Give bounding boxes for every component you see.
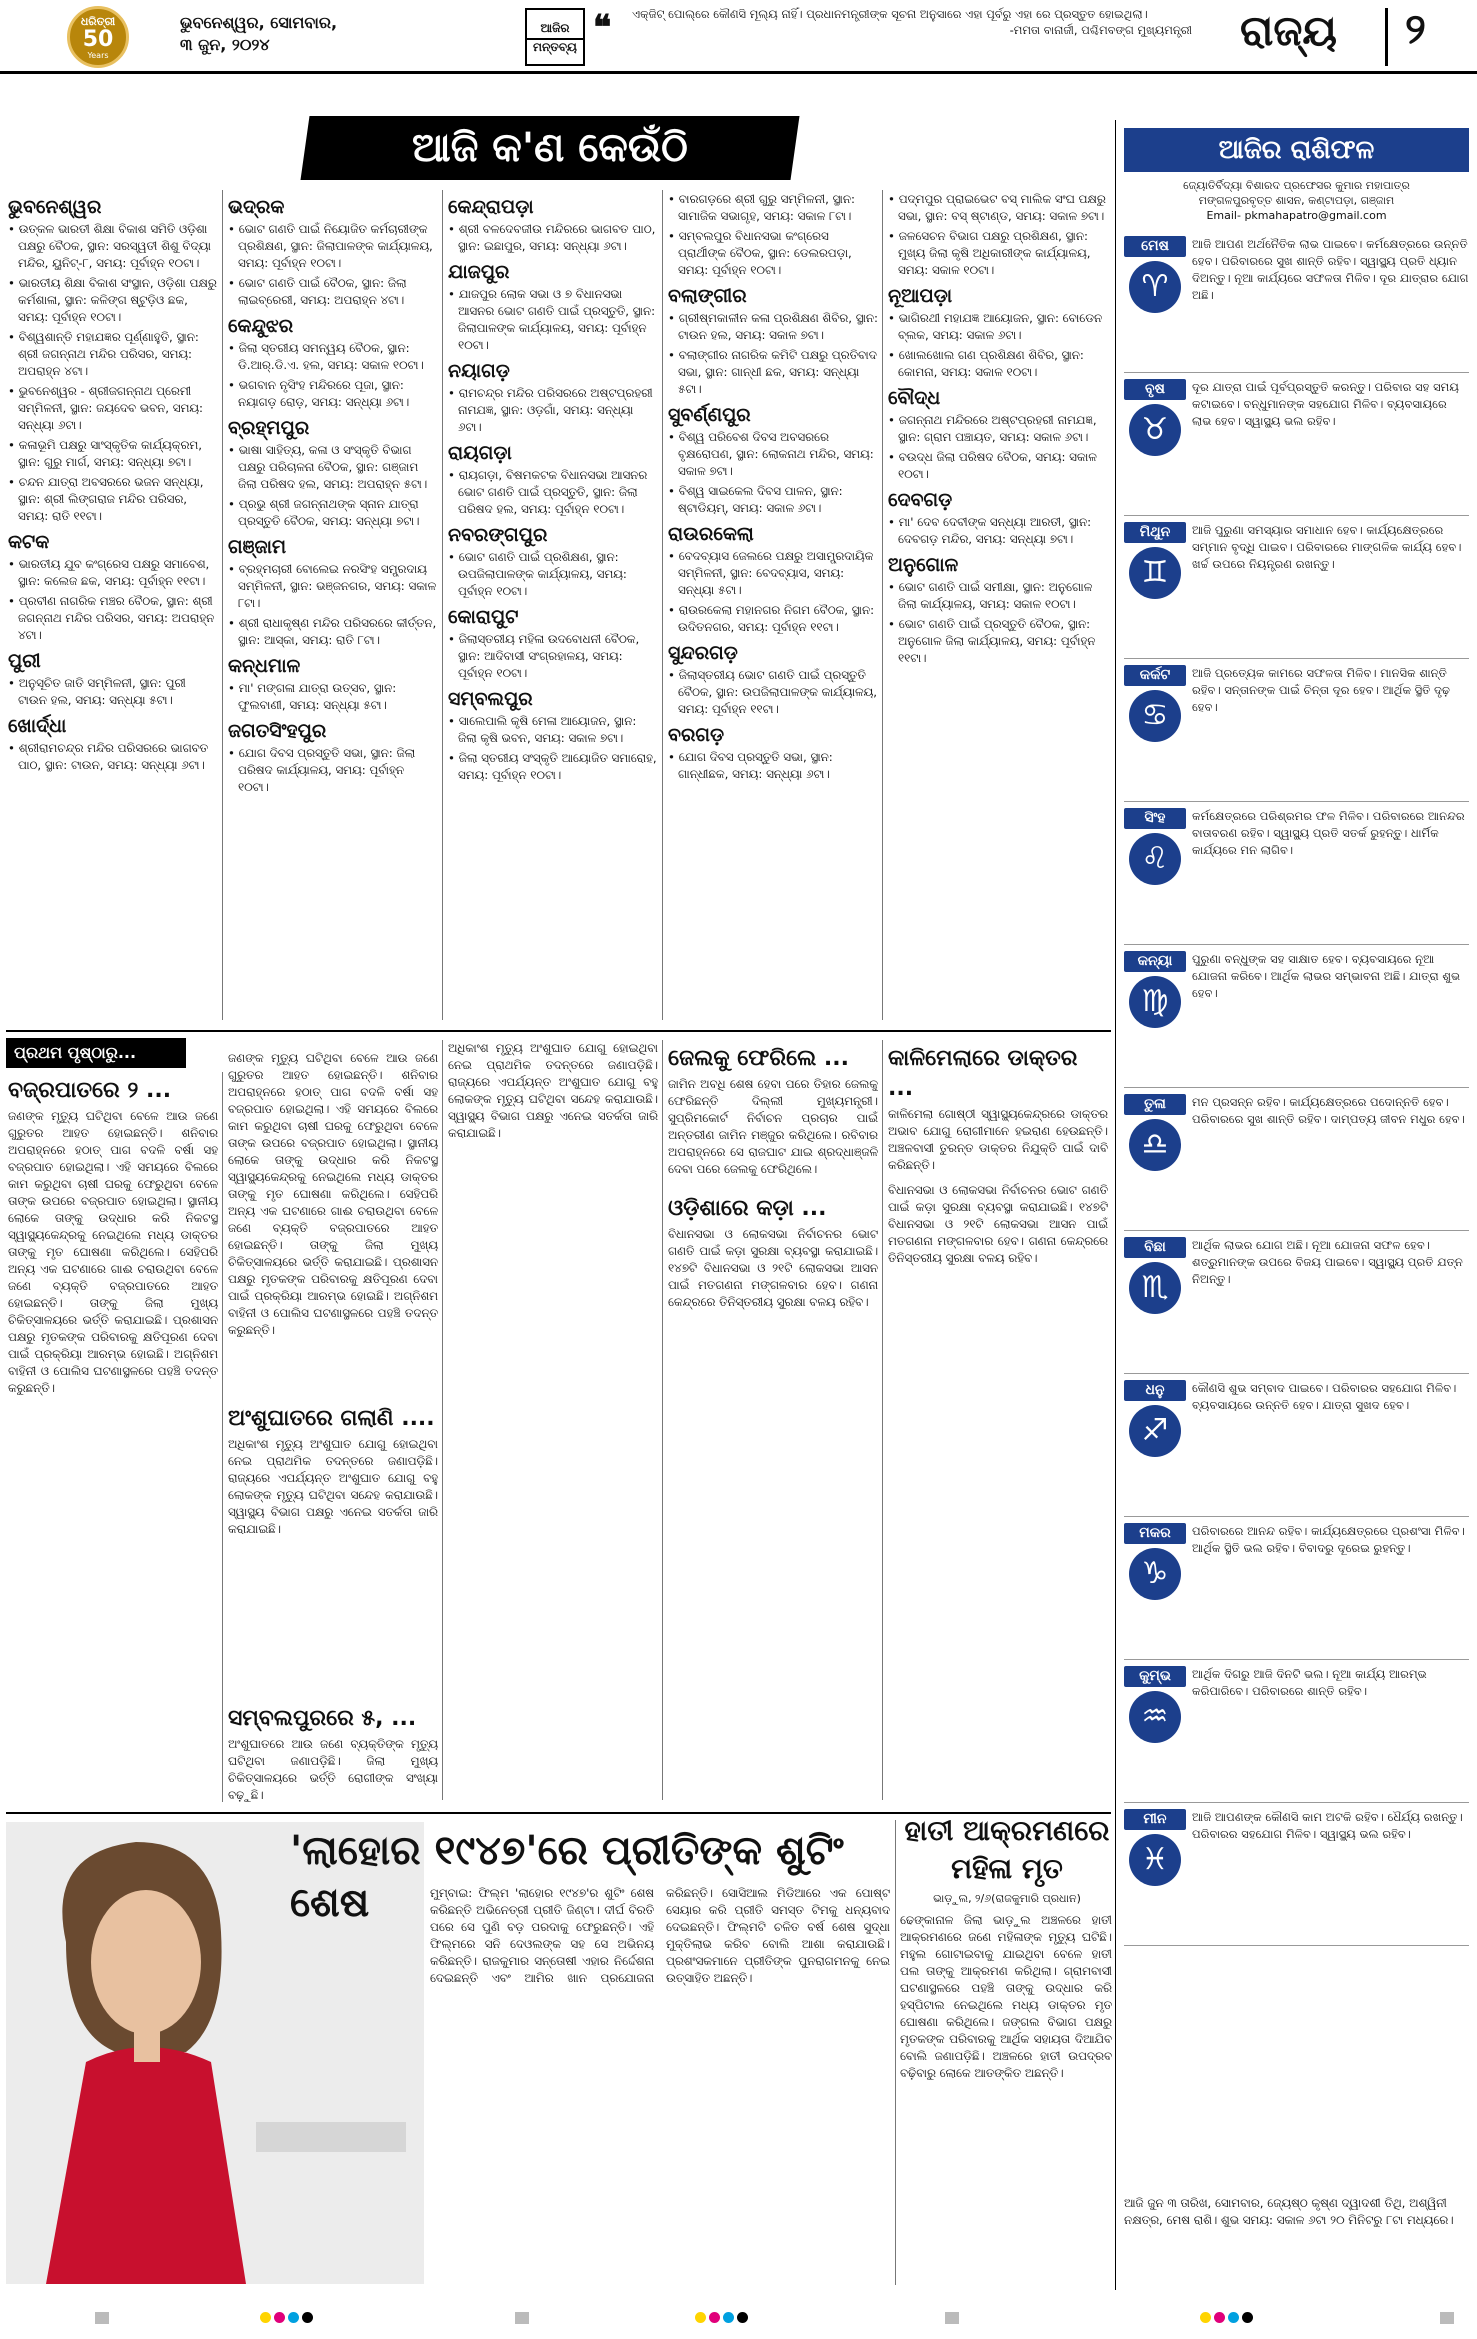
event-item: • ବିଶ୍ୱ ସାଇକେଲ ଦିବସ ପାଳନ, ସ୍ଥାନ: ଷ୍ଟାଡିୟମ୍, ସମୟ: ସକାଳ ୬ଟା। [668,483,878,517]
zodiac-icon: ♍ [1129,976,1181,1028]
event-city-heading: ରାୟଗଡ଼ା [448,442,512,464]
rashi-text: ଆର୍ଥିକ ଲାଭର ଯୋଗ ଅଛି। ନୂଆ ଯୋଜନା ସଫଳ ହେବ। ଶତ୍ରୁମାନଙ୍କ ଉପରେ ବିଜୟ ପାଇବେ। ସ୍ୱାସ୍ଥ୍ୟ ପ୍ରତି ଯତ୍ନ ନିଅନ୍ତୁ। [1192,1238,1463,1286]
black-dot-icon [1242,2312,1253,2323]
event-item: • ବିଶ୍ୱ ପରିବେଶ ଦିବସ ଅବସରରେ ବୃକ୍ଷରୋପଣ, ସ୍ଥାନ: ଲୋକନାଥ ମନ୍ଦିର, ସମୟ: ସକାଳ ୭ଟା। [668,429,878,480]
event-city-heading: ନବରଙ୍ଗପୁର [448,524,548,546]
elephant-dateline: ଭାଡ଼ୁଲ, ୨/୬(ରାଜକୁମାରି ପ୍ରଧାନ) [933,1892,1081,1905]
rashi-sign [1124,665,1186,742]
event-item: • ଜିଲା ସ୍ତରୀୟ ସମନ୍ୱୟ ବୈଠକ, ସ୍ଥାନ: ଡି.ଆର୍.ଡି.ଏ. ହଲ, ସମୟ: ସକାଳ ୧୦ଟା। [228,340,438,374]
events-column-4 [668,190,878,1025]
story-bajrapat: ବଜ୍ରପାତରେ ୨ ... ଜଣଙ୍କ ମୃତ୍ୟୁ ଘଟିଥିବା ବେଳେ ଆଉ ଜଣେ ଗୁରୁତର ଆହତ ହୋଇଛନ୍ତି। ଶନିବାର ଅପରାହ୍ନରେ ହଠାତ୍ ପାଗ ବଦଳି ବର୍ଷା ସହ ବଜ୍ରପାତ ହୋଇଥିଲା। ଏହି ସମୟରେ ବିଲରେ କାମ କରୁଥିବା ଚାଷୀ ଘରକୁ ଫେରୁଥିବା ବେଳେ ତାଙ୍କ ଉପରେ ବଜ୍ରପାତ ହୋଇଥିଲା। ସ୍ଥାନୀୟ ଲୋକେ ତାଙ୍କୁ ଉଦ୍ଧାର କରି ନିକଟସ୍ଥ ସ୍ୱାସ୍ଥ୍ୟକେନ୍ଦ୍ରକୁ ନେଇଥିଲେ ମଧ୍ୟ ଡାକ୍ତର ତାଙ୍କୁ ମୃତ ଘୋଷଣା କରିଥିଲେ। ସେହିପରି ଅନ୍ୟ ଏକ ଘଟଣାରେ ଗାଈ ଚରାଉଥିବା ବେଳେ ଜଣେ ବ୍ୟକ୍ତି ବଜ୍ରପାତରେ ଆହତ ହୋଇଛନ୍ତି। ତାଙ୍କୁ ଜିଲା ମୁଖ୍ୟ ଚିକିତ୍ସାଳୟରେ ଭର୍ତ୍ତି କରାଯାଇଛି। ପ୍ରଶାସନ ପକ୍ଷରୁ ମୃତକଙ୍କ ପରିବାରକୁ କ୍ଷତିପୂରଣ ଦେବା ପାଇଁ ପ୍ରକ୍ରିୟା ଆରମ୍ଭ ହୋଇଛି। ଅଗ୍ନିଶମ ବାହିନୀ ଓ ପୋଲିସ ଘଟଣାସ୍ଥଳରେ ପହଞ୍ଚି ତଦନ୍ତ କରୁଛନ୍ତି। [8,1078,218,1395]
zodiac-icon: ♊ [1129,547,1181,599]
rashi-text: ଆଜି ଆପଣଙ୍କ କୌଣସି କାମ ଅଟକି ରହିବ। ଧୈର୍ଯ୍ୟ ରଖନ୍ତୁ। ପରିବାରର ସହଯୋଗ ମିଳିବ। ସ୍ୱାସ୍ଥ୍ୟ ଭଲ ରହିବ। [1192,1810,1463,1841]
registration-bar [95,2312,109,2324]
rashi-entry [1124,1088,1469,1231]
event-item: • ରାମଚନ୍ଦ୍ର ମନ୍ଦିର ପରିସରରେ ଅଷ୍ଟପ୍ରହରୀ ନାମଯଜ୍ଞ, ସ୍ଥାନ: ଓଡ଼ଗାଁ, ସମୟ: ସନ୍ଧ୍ୟା ୬ଟା। [448,385,658,436]
event-city-heading: ଜଗତସିଂହପୁର [228,720,327,742]
rashi-entry [1124,516,1469,659]
rashi-entry [1124,373,1469,516]
event-item: • ପଦ୍ମପୁର ପ୍ରାଇଭେଟ ବସ୍ ମାଲିକ ସଂଘ ପକ୍ଷରୁ ସଭା, ସ୍ଥାନ: ବସ୍ ଷ୍ଟାଣ୍ଡ, ସମୟ: ସକାଳ ୭ଟା। [888,191,1108,225]
registration-dots [695,2312,748,2323]
rashi-sign [1124,236,1186,313]
event-item: • ବେଦବ୍ୟାସ ଜେଲରେ ପକ୍ଷରୁ ଅସାମ୍ପ୍ରଦାୟିକ ସମ୍ମିଳନୀ, ସ୍ଥାନ: ବେଦବ୍ୟାସ, ସମୟ: ସନ୍ଧ୍ୟା ୫ଟା। [668,548,878,599]
rashi-name: ତୁଳା [1124,1094,1186,1115]
column-divider [662,190,663,1020]
events-column-2 [228,190,438,1025]
event-item: • ଭାଷା ସାହିତ୍ୟ, କଳା ଓ ସଂସ୍କୃତି ବିଭାଗ ପକ୍ଷରୁ ପରିଚାଳନା ବୈଠକ, ସ୍ଥାନ: ଗଞ୍ଜାମ ଜିଲା ପରିଷଦ ହଲ, ସମୟ: ଅପରାହ୍ନ ୫ଟା। [228,442,438,493]
story-bajrapat-cont: ଜଣଙ୍କ ମୃତ୍ୟୁ ଘଟିଥିବା ବେଳେ ଆଉ ଜଣେ ଗୁରୁତର ଆହତ ହୋଇଛନ୍ତି। ଶନିବାର ଅପରାହ୍ନରେ ହଠାତ୍ ପାଗ ବଦଳି ବର୍ଷା ସହ ବଜ୍ରପାତ ହୋଇଥିଲା। ଏହି ସମୟରେ ବିଲରେ କାମ କରୁଥିବା ଚାଷୀ ଘରକୁ ଫେରୁଥିବା ବେଳେ ତାଙ୍କ ଉପରେ ବଜ୍ରପାତ ହୋଇଥିଲା। ସ୍ଥାନୀୟ ଲୋକେ ତାଙ୍କୁ ଉଦ୍ଧାର କରି ନିକଟସ୍ଥ ସ୍ୱାସ୍ଥ୍ୟକେନ୍ଦ୍ରକୁ ନେଇଥିଲେ ମଧ୍ୟ ଡାକ୍ତର ତାଙ୍କୁ ମୃତ ଘୋଷଣା କରିଥିଲେ। ସେହିପରି ଅନ୍ୟ ଏକ ଘଟଣାରେ ଗାଈ ଚରାଉଥିବା ବେଳେ ଜଣେ ବ୍ୟକ୍ତି ବଜ୍ରପାତରେ ଆହତ ହୋଇଛନ୍ତି। ତାଙ୍କୁ ଜିଲା ମୁଖ୍ୟ ଚିକିତ୍ସାଳୟରେ ଭର୍ତ୍ତି କରାଯାଇଛି। ପ୍ରଶାସନ ପକ୍ଷରୁ ମୃତକଙ୍କ ପରିବାରକୁ କ୍ଷତିପୂରଣ ଦେବା ପାଇଁ ପ୍ରକ୍ରିୟା ଆରମ୍ଭ ହୋଇଛି। ଅଗ୍ନିଶମ ବାହିନୀ ଓ ପୋଲିସ ଘଟଣାସ୍ଥଳରେ ପହଞ୍ଚି ତଦନ୍ତ କରୁଛନ୍ତି। [228,1051,438,1337]
event-item: • ଯୋଗ ଦିବସ ପ୍ରସ୍ତୁତି ସଭା, ସ୍ଥାନ: ଗାନ୍ଧୀଛକ, ସମୟ: ସନ୍ଧ୍ୟା ୬ଟା। [668,749,878,783]
event-item: • ଜିଲାସ୍ତରୀୟ ଭୋଟ ଗଣତି ପାଇଁ ପ୍ରସ୍ତୁତି ବୈଠକ, ସ୍ଥାନ: ଉପଜିଲାପାଳଙ୍କ କାର୍ଯ୍ୟାଳୟ, ସମୟ: ପୂର୍ବାହ୍ନ ୧୧ଟା। [668,667,878,718]
rashi-entry [1124,1374,1469,1517]
yellow-dot-icon [695,2312,706,2323]
event-item: • ବଉଦ୍ଧ ଜିଲା ପରିଷଦ ବୈଠକ, ସମୟ: ସକାଳ ୧୦ଟା। [888,449,1108,483]
events-column-1 [8,190,218,1025]
column-divider [882,1040,883,1800]
black-dot-icon [302,2312,313,2323]
rashi-entry [1124,945,1469,1088]
section-title: ରାଜ୍ୟ [1240,6,1338,55]
event-item: • ମା' ମଙ୍ଗଳା ଯାତ୍ରା ଉତ୍ସବ, ସ୍ଥାନ: ଫୁଲବାଣୀ, ସମୟ: ସନ୍ଧ୍ୟା ୫ଟା। [228,680,438,714]
zodiac-icon: ♈ [1129,261,1181,313]
rashi-sign [1124,522,1186,599]
event-item: • ବଲାଙ୍ଗୀର ନାଗରିକ କମିଟି ପକ୍ଷରୁ ପ୍ରତିବାଦ ସଭା, ସ୍ଥାନ: ଗାନ୍ଧୀ ଛକ, ସମୟ: ସନ୍ଧ୍ୟା ୫ଟା। [668,347,878,398]
anniversary-badge-icon: ଧରିତ୍ରୀ 50 Years [67,6,129,68]
zodiac-icon: ♉ [1129,404,1181,456]
rashi-name: ବୃଷ [1124,379,1186,400]
event-item: • ଅନୁସୂଚିତ ଜାତି ସମ୍ମିଳନୀ, ସ୍ଥାନ: ପୁରୀ ଟାଉନ ହଲ, ସମୟ: ସନ୍ଧ୍ୟା ୫ଟା। [8,675,218,709]
print-footer [0,2300,1477,2339]
rashifal-title: ଆଜିର ରାଶିଫଳ [1124,128,1469,172]
zodiac-icon: ♏ [1129,1262,1181,1314]
event-item: • ମା' ଦେବ ଦେବୀଙ୍କ ସନ୍ଧ୍ୟା ଆରତୀ, ସ୍ଥାନ: ଦେବଗଡ଼ ମନ୍ଦିର, ସମୟ: ସନ୍ଧ୍ୟା ୭ଟା। [888,514,1108,548]
event-item: • ବିଶ୍ୱଶାନ୍ତି ମହାଯଜ୍ଞର ପୂର୍ଣ୍ଣାହୁତି, ସ୍ଥାନ: ଶ୍ରୀ ଜଗନ୍ନାଥ ମନ୍ଦିର ପରିସର, ସମୟ: ଅପରାହ୍ନ ୪ଟା। [8,329,218,380]
rashi-sign [1124,1380,1186,1457]
elephant-body: ଢେଙ୍କାନାଳ ଜିଲା ଭାଡ଼ୁଲ ଅଞ୍ଚଳରେ ହାତୀ ଆକ୍ରମଣରେ ଜଣେ ମହିଳାଙ୍କ ମୃତ୍ୟୁ ଘଟିଛି। ମହୁଲ ଗୋଟାଇବାକୁ ଯାଇଥିବା ବେଳେ ହାତୀ ପଲ ତାଙ୍କୁ ଆକ୍ରମଣ କରିଥିଲା। ଗ୍ରାମବାସୀ ଘଟଣାସ୍ଥଳରେ ପହଞ୍ଚି ତାଙ୍କୁ ଉଦ୍ଧାର କରି ହସ୍ପିଟାଲ ନେଇଥିଲେ ମଧ୍ୟ ଡାକ୍ତର ମୃତ ଘୋଷଣା କରିଥିଲେ। ଜଙ୍ଗଲ ବିଭାଗ ପକ୍ଷରୁ ମୃତକଙ୍କ ପରିବାରକୁ ଆର୍ଥିକ ସହାୟତା ଦିଆଯିବ ବୋଲି ଜଣାପଡ଼ିଛି। ଅଞ୍ଚଳରେ ହାତୀ ଉପଦ୍ରବ ବଢ଼ିବାରୁ ଲୋକେ ଆତଙ୍କିତ ଅଛନ୍ତି। [900,1913,1112,2080]
zodiac-icon: ♐ [1129,1405,1181,1457]
feature-body: ମୁମ୍ବାଇ: ଫିଲ୍ମ 'ଲାହୋର ୧୯୪୭'ର ଶୁଟିଂ ଶେଷ କରିଛନ୍ତି ଅଭିନେତ୍ରୀ ପ୍ରୀତି ଜିଣ୍ଟା। ଦୀର୍ଘ ବିରତି ପରେ ସେ ପୁଣି ବଡ଼ ପରଦାକୁ ଫେରୁଛନ୍ତି। ଏହି ଫିଲ୍ମରେ ସନି ଦେଓଲଙ୍କ ସହ ସେ ଅଭିନୟ କରିଛନ୍ତି। ରାଜକୁମାର ସନ୍ତୋଷୀ ଏହାର ନିର୍ଦ୍ଦେଶନା ଦେଇଛନ୍ତି ଏବଂ ଆମିର ଖାନ ପ୍ରଯୋଜନା କରିଛନ୍ତି। ସୋସିଆଲ ମିଡିଆରେ ଏକ ପୋଷ୍ଟ ସେୟାର କରି ପ୍ରୀତି ସମସ୍ତ ଟିମକୁ ଧନ୍ୟବାଦ ଦେଇଛନ୍ତି। ଫିଲ୍ମଟି ଚଳିତ ବର୍ଷ ଶେଷ ସୁଦ୍ଧା ମୁକ୍ତିଲାଭ କରିବ ବୋଲି ଆଶା କରାଯାଉଛି। ପ୍ରଶଂସକମାନେ ପ୍ରୀତିଙ୍କ ପୁନରାଗମନକୁ ନେଇ ଉତ୍ସାହିତ ଅଛନ୍ତି। [430,1886,890,1985]
event-city-heading: ବଲାଙ୍ଗୀର [668,285,747,307]
event-item: • ଭୋଟ ଗଣତି ପାଇଁ ପ୍ରସ୍ତୁତି ବୈଠକ, ସ୍ଥାନ: ଅନୁଗୋଳ ଜିଲା କାର୍ଯ୍ୟାଳୟ, ସମୟ: ପୂର୍ବାହ୍ନ ୧୧ଟା। [888,616,1108,667]
column-divider [222,1072,223,1802]
black-dot-icon [737,2312,748,2323]
event-item: • ବ୍ରହ୍ମଚାରୀ ବୋଲେଇ ନରସିଂହ ସମ୍ପ୍ରଦାୟ ସମ୍ମିଳନୀ, ସ୍ଥାନ: ଭଞ୍ଜନଗର, ସମୟ: ସକାଳ ୮ଟା। [228,561,438,612]
rashi-entry [1124,1517,1469,1660]
event-item: • ଜିଲାସ୍ତରୀୟ ମହିଳା ଉଦବୋଧନୀ ବୈଠକ, ସ୍ଥାନ: ଆଦିବାସୀ ସଂଗ୍ରହାଳୟ, ସମୟ: ପୂର୍ବାହ୍ନ ୧୦ଟା। [448,631,658,682]
column-divider [442,190,443,1020]
event-item: • ଭୋଟ ଗଣତି ପାଇଁ ସମୀକ୍ଷା, ସ୍ଥାନ: ଅନୁଗୋଳ ଜିଲା କାର୍ଯ୍ୟାଳୟ, ସମୟ: ସକାଳ ୧୦ଟା। [888,579,1108,613]
event-city-heading: ବୌଦ୍ଧ [888,387,941,409]
quote-text: ଏକ୍ଜିଟ୍ ପୋଲ୍ରେ କୌଣସି ମୂଲ୍ୟ ନାହିଁ। ପ୍ରଧାନମନ୍ତ୍ରୀଙ୍କ ସୂଚନା ଅନୁସାରେ ଏହା ପୂର୍ବରୁ ଏହା ରେ ପ୍ରସ୍ତୁତ ହୋଇଥିଲା। -ମମତା ବାନାର୍ଜୀ, ପଶ୍ଚିମବଙ୍ଗ ମୁଖ୍ୟମନ୍ତ୍ରୀ [632,7,1192,37]
rashi-name: ମେଷ [1124,236,1186,257]
zodiac-icon: ♒ [1129,1691,1181,1743]
rashi-name: କୁମ୍ଭ [1124,1666,1186,1687]
rashi-sign [1124,1666,1186,1743]
rashi-text: ପରିବାରରେ ଆନନ୍ଦ ରହିବ। କାର୍ଯ୍ୟକ୍ଷେତ୍ରରେ ପ୍ରଶଂସା ମିଳିବ। ଆର୍ଥିକ ସ୍ଥିତି ଭଲ ରହିବ। ବିବାଦରୁ ଦୂରେଇ ରୁହନ୍ତୁ। [1192,1524,1465,1555]
rashi-name: ମିଥୁନ [1124,522,1186,543]
event-city-heading: ସୁବର୍ଣ୍ଣପୁର [668,404,751,426]
event-item: • ଚନ୍ଦନ ଯାତ୍ରା ଅବସରରେ ଭଜନ ସନ୍ଧ୍ୟା, ସ୍ଥାନ: ଶ୍ରୀ ଲିଙ୍ଗରାଜ ମନ୍ଦିର ପରିସର, ସମୟ: ରାତି ୧୧ଟା। [8,474,218,525]
rashi-text: ଆଜି ପ୍ରତ୍ୟେକ କାମରେ ସଫଳତା ମିଳିବ। ମାନସିକ ଶାନ୍ତି ରହିବ। ସନ୍ତାନଙ୍କ ପାଇଁ ଚିନ୍ତା ଦୂର ହେବ। ଆର୍ଥିକ ସ୍ଥିତି ଦୃଢ଼ ହେବ। [1192,666,1451,714]
event-item: • ଭୋଟ ଗଣତି ପାଇଁ ପ୍ରଶିକ୍ଷଣ, ସ୍ଥାନ: ଉପଜିଲାପାଳଙ୍କ କାର୍ଯ୍ୟାଳୟ, ସମୟ: ପୂର୍ବାହ୍ନ ୧୦ଟା। [448,549,658,600]
zodiac-icon: ♓ [1129,1834,1181,1886]
event-item: • ଶ୍ରୀରାମଚନ୍ଦ୍ର ମନ୍ଦିର ପରିସରରେ ଭାଗବତ ପାଠ, ସ୍ଥାନ: ଟାଉନ, ସମୟ: ସନ୍ଧ୍ୟା ୬ଟା। [8,740,218,774]
zodiac-icon: ♌ [1129,833,1181,885]
event-item: • ଗ୍ରୀଷ୍ମକାଳୀନ କଳା ପ୍ରଶିକ୍ଷଣ ଶିବିର, ସ୍ଥାନ: ଟାଉନ ହଲ, ସମୟ: ସକାଳ ୭ଟା। [668,310,878,344]
event-city-heading: ଖୋର୍ଦ୍ଧା [8,715,67,737]
rashi-sign [1124,1237,1186,1314]
event-city-heading: ଦେବଗଡ଼ [888,489,953,511]
rashi-text: ଦୂର ଯାତ୍ରା ପାଇଁ ପୂର୍ବପ୍ରସ୍ତୁତି କରନ୍ତୁ। ପରିବାର ସହ ସମୟ କଟାଇବେ। ବନ୍ଧୁମାନଙ୍କ ସହଯୋଗ ମିଳିବ। ବ୍ୟବସାୟରେ ଲାଭ ହେବ। ସ୍ୱାସ୍ଥ୍ୟ ଭଲ ରହିବ। [1192,380,1459,428]
rashifal-divider [1115,120,1116,2290]
story-anshughat: ଅଂଶୁଘାତରେ ଗଲାଣି .... ଅଧିକାଂଶ ମୃତ୍ୟୁ ଅଂଶୁଘାତ ଯୋଗୁ ହୋଇଥିବା ନେଇ ପ୍ରାଥମିକ ତଦନ୍ତରେ ଜଣାପଡ଼ିଛି। ରାଜ୍ୟରେ ଏପର୍ଯ୍ୟନ୍ତ ଅଂଶୁଘାତ ଯୋଗୁ ବହୁ ଲୋକଙ୍କ ମୃତ୍ୟୁ ଘଟିଥିବା ସନ୍ଦେହ କରାଯାଉଛି। ସ୍ୱାସ୍ଥ୍ୟ ବିଭାଗ ପକ୍ଷରୁ ଏନେଇ ସତର୍କତା ଜାରି କରାଯାଇଛି। [228,1406,438,1536]
events-headline: ଆଜି କ'ଣ କେଉଁଠି [301,116,800,180]
column-divider [882,190,883,1020]
event-item: • ଭାଗିରଥୀ ମହାଯଜ୍ଞ ଆୟୋଜନ, ସ୍ଥାନ: ବୋଡେନ ବ୍ଲକ, ସମୟ: ସକାଳ ୬ଟା। [888,310,1108,344]
story-sambalpur: ସମ୍ବଲପୁରରେ ୫, ... ଅଂଶୁଘାତରେ ଆଉ ଜଣେ ବ୍ୟକ୍ତିଙ୍କ ମୃତ୍ୟୁ ଘଟିଥିବା ଜଣାପଡ଼ିଛି। ଜିଲା ମୁଖ୍ୟ ଚିକିତ୍ସାଳୟରେ ଭର୍ତ୍ତି ରୋଗୀଙ୍କ ସଂଖ୍ୟା ବଢ଼ୁଛି। [228,1706,438,1802]
event-item: • ପ୍ରବୀଣ ନାଗରିକ ମଞ୍ଚର ବୈଠକ, ସ୍ଥାନ: ଶ୍ରୀ ଜଗନ୍ନାଥ ମନ୍ଦିର ପରିସର, ସମୟ: ଅପରାହ୍ନ ୪ଟା। [8,593,218,644]
magenta-dot-icon [274,2312,285,2323]
column-divider [442,1040,443,1800]
section-rule [6,1030,1111,1032]
rashi-entry [1124,659,1469,802]
rashi-name: ଧନୁ [1124,1380,1186,1401]
rashi-sign [1124,1094,1186,1171]
rashi-entry [1124,230,1469,373]
event-item: • ଭୋଟ ଗଣତି ପାଇଁ ବୈଠକ, ସ୍ଥାନ: ଜିଲା ଲାଇବ୍ରେରୀ, ସମୟ: ଅପରାହ୍ନ ୪ଟା। [228,275,438,309]
quote-label: ଆଜିର ମନ୍ତବ୍ୟ [525,8,585,66]
rashi-name: କର୍କଟ [1124,665,1186,686]
event-item: • ଉତ୍କଳ ଭାରତୀ ଶିକ୍ଷା ବିକାଶ ସମିତି ଓଡ଼ିଶା ପକ୍ଷରୁ ବୈଠକ, ସ୍ଥାନ: ସରସ୍ୱତୀ ଶିଶୁ ବିଦ୍ୟା ମନ୍ଦିର, ୟୁନିଟ୍-୮, ସମୟ: ପୂର୍ବାହ୍ନ ୧୦ଟା। [8,221,218,272]
yellow-dot-icon [1200,2312,1211,2323]
event-item: • ଭାରତୀୟ ଶିକ୍ଷା ବିକାଶ ସଂସ୍ଥାନ, ଓଡ଼ିଶା ପକ୍ଷରୁ କର୍ମଶାଳା, ସ୍ଥାନ: କଳିଙ୍ଗ ଷ୍ଟୁଡ଼ିଓ ଛକ, ସମୟ: ପୂର୍ବାହ୍ନ ୧୦ଟା। [8,275,218,326]
event-city-heading: ବରଗଡ଼ [668,724,725,746]
registration-dots [1200,2312,1253,2323]
masthead [0,0,1477,74]
event-city-heading: ସମ୍ବଲପୁର [448,688,533,710]
panchang-note: ଆଜି ଜୁନ ୩ ତାରିଖ, ସୋମବାର, ଜ୍ୟେଷ୍ଠ କୃଷ୍ଣ ଦ୍ୱାଦଶୀ ତିଥି, ଅଶ୍ୱିନୀ ନକ୍ଷତ୍ର, ମେଷ ରାଶି। ଶୁଭ ସମୟ: ସକାଳ ୬ଟା ୨୦ ମିନିଟରୁ ୮ଟା ମଧ୍ୟରେ। [1124,2196,1454,2227]
rashi-name: ମକର [1124,1523,1186,1544]
front-continuation-label: ପ୍ରଥମ ପୃଷ୍ଠାରୁ... [6,1038,186,1068]
event-item: • ଯାଜପୁର ଲୋକ ସଭା ଓ ୭ ବିଧାନସଭା ଆସନର ଭୋଟ ଗଣତି ପାଇଁ ପ୍ରସ୍ତୁତି, ସ୍ଥାନ: ଜିଲାପାଳଙ୍କ କାର୍ଯ୍ୟାଳୟ, ସମୟ: ପୂର୍ବାହ୍ନ ୧୦ଟା। [448,286,658,354]
event-city-heading: କେନ୍ଦୁଝର [228,315,294,337]
rashi-entry [1124,1803,1469,1946]
registration-dots [260,2312,313,2323]
rashi-sign [1124,379,1186,456]
rashi-name: କନ୍ୟା [1124,951,1186,972]
rashi-text: କର୍ମକ୍ଷେତ୍ରରେ ପରିଶ୍ରମର ଫଳ ମିଳିବ। ପରିବାରରେ ଆନନ୍ଦର ବାତାବରଣ ରହିବ। ସ୍ୱାସ୍ଥ୍ୟ ପ୍ରତି ସତର୍କ ରୁହନ୍ତୁ। ଧାର୍ମିକ କାର୍ଯ୍ୟରେ ମନ ଲାଗିବ। [1192,809,1465,857]
story-jail: ଜେଲକୁ ଫେରିଲେ ... ଜାମିନ ଅବଧି ଶେଷ ହେବା ପରେ ତିହାର ଜେଲକୁ ଫେରିଛନ୍ତି ଦିଲ୍ଲୀ ମୁଖ୍ୟମନ୍ତ୍ରୀ। ସୁପ୍ରିମକୋର୍ଟ ନିର୍ବାଚନ ପ୍ରଚାର ପାଇଁ ଅନ୍ତରୀଣ ଜାମିନ ମଞ୍ଜୁର କରିଥିଲେ। ରବିବାର ଅପରାହ୍ନରେ ସେ ରାଜଘାଟ ଯାଇ ଶ୍ରଦ୍ଧାଞ୍ଜଳି ଦେବା ପରେ ଜେଲକୁ ଫେରିଥିଲେ। ଓଡ଼ିଶାରେ କଡ଼ା ... ବିଧାନସଭା ଓ ଲୋକସଭା ନିର୍ବାଚନର ଭୋଟ ଗଣତି ପାଇଁ କଡ଼ା ସୁରକ୍ଷା ବ୍ୟବସ୍ଥା କରାଯାଇଛି। ୧୪୭ଟି ବିଧାନସଭା ଓ ୨୧ଟି ଲୋକସଭା ଆସନ ପାଇଁ ମତଗଣନା ମଙ୍ଗଳବାର ହେବ। ଗଣନା କେନ୍ଦ୍ରରେ ତିନିସ୍ତରୀୟ ସୁରକ୍ଷା ବଳୟ ରହିବ। [668,1046,878,1309]
rashi-text: ଆଜି ଆପଣ ଅର୍ଥନୈତିକ ଲାଭ ପାଇବେ। କର୍ମକ୍ଷେତ୍ରରେ ଉନ୍ନତି ହେବ। ପରିବାରରେ ସୁଖ ଶାନ୍ତି ରହିବ। ସ୍ୱାସ୍ଥ୍ୟ ପ୍ରତି ଧ୍ୟାନ ଦିଅନ୍ତୁ। ନୂଆ କାର୍ଯ୍ୟରେ ସଫଳତା ମିଳିବ। ଦୂର ଯାତ୍ରାର ଯୋଗ ଅଛି। [1192,237,1469,302]
events-column-5 [888,190,1108,1025]
zodiac-icon: ♑ [1129,1548,1181,1600]
event-item: • ଖୋଲଖୋଲ ଗଣ ପ୍ରଶିକ୍ଷଣ ଶିବିର, ସ୍ଥାନ: କୋମନା, ସମୟ: ସକାଳ ୧୦ଟା। [888,347,1108,381]
event-city-heading: ଭଦ୍ରକ [228,196,285,218]
event-item: • ବାରଗଡ଼ରେ ଶ୍ରୀ ଗୁରୁ ସମ୍ମିଳନୀ, ସ୍ଥାନ: ସାମାଜିକ ସଭାଗୃହ, ସମୟ: ସକାଳ ୮ଟା। [668,191,878,225]
dateline: ଭୁବନେଶ୍ୱର, ସୋମବାର, ୩ ଜୁନ, ୨୦୨୪ [180,13,338,54]
registration-bar [945,2312,959,2324]
event-item: • ରାଉରକେଲା ମହାନଗର ନିଗମ ବୈଠକ, ସ୍ଥାନ: ଉଦିତନଗର, ସମୟ: ପୂର୍ବାହ୍ନ ୧୧ଟା। [668,602,878,636]
event-city-heading: କୋରାପୁଟ [448,606,519,628]
event-item: • ଶ୍ରୀ ରାଧାକୃଷ୍ଣ ମନ୍ଦିର ପରିସରରେ କୀର୍ତ୍ତନ, ସ୍ଥାନ: ଆସ୍କା, ସମୟ: ରାତି ୮ଟା। [228,615,438,649]
rashi-entry [1124,802,1469,945]
event-city-heading: ନୟାଗଡ଼ [448,360,510,382]
rashi-sign [1124,951,1186,1028]
event-item: • ଶ୍ରୀ ବଳଦେବଜୀଉ ମନ୍ଦିରରେ ଭାଗବତ ପାଠ, ସ୍ଥାନ: ଇଛାପୁର, ସମୟ: ସନ୍ଧ୍ୟା ୬ଟା। [448,221,658,255]
column-divider [662,1040,663,1800]
rashi-sign [1124,1809,1186,1886]
page-number: ୨ [1405,4,1426,53]
rashi-name: ମୀନ [1124,1809,1186,1830]
event-city-heading: ଭୁବନେଶ୍ୱର [8,196,102,218]
rashi-text: ଆର୍ଥିକ ଦିଗରୁ ଆଜି ଦିନଟି ଭଲ। ନୂଆ କାର୍ଯ୍ୟ ଆରମ୍ଭ କରିପାରିବେ। ପରିବାରରେ ଶାନ୍ତି ରହିବ। [1192,1667,1427,1698]
newspaper-logo [38,4,158,70]
event-item: • ଭୁବନେଶ୍ୱର - ଶ୍ରୀଜଗନ୍ନାଥ ପ୍ରେମୀ ସମ୍ମିଳନୀ, ସ୍ଥାନ: ଜୟଦେବ ଭବନ, ସମୟ: ସନ୍ଧ୍ୟା ୬ଟା। [8,383,218,434]
event-city-heading: କଟକ [8,531,50,553]
rashifal-credit: ଜ୍ୟୋତିର୍ବିଦ୍ୟା ବିଶାରଦ ପ୍ରଫେସର କୁମାର ମହାପାତ୍ର ମଙ୍ଗଳପୁରବୃତ୍ତ ଶାସନ, କଣ୍ଟାପଡ଼ା, ଗଞ୍ଜାମ Email- pkmahapatro@gmail.com [1183,179,1410,222]
registration-bar [515,2312,529,2324]
event-city-heading: କନ୍ଧମାଳ [228,655,301,677]
event-item: • ସମ୍ବଲପୁର ବିଧାନସଭା କଂଗ୍ରେସ ପ୍ରାର୍ଥୀଙ୍କ ବୈଠକ, ସ୍ଥାନ: ଡେଲରପଡ଼ା, ସମୟ: ପୂର୍ବାହ୍ନ ୧୦ଟା। [668,228,878,279]
event-city-heading: ଯାଜପୁର [448,261,510,283]
magenta-dot-icon [1214,2312,1225,2323]
cyan-dot-icon [288,2312,299,2323]
elephant-headline: ହାତୀ ଆକ୍ରମଣରେ ମହିଳା ମୃତ [904,1814,1110,1885]
section-divider [1385,8,1388,66]
event-item: • କଳାଭୂମି ପକ୍ଷରୁ ସାଂସ୍କୃତିକ କାର୍ଯ୍ୟକ୍ରମ, ସ୍ଥାନ: ଗୁରୁ ମାର୍ଗ, ସମୟ: ସନ୍ଧ୍ୟା ୭ଟା। [8,437,218,471]
zodiac-icon: ♋ [1129,690,1181,742]
rashi-text: ମନ ପ୍ରସନ୍ନ ରହିବ। କାର୍ଯ୍ୟକ୍ଷେତ୍ରରେ ପଦୋନ୍ନତି ହେବ। ପରିବାରରେ ସୁଖ ଶାନ୍ତି ରହିବ। ଦାମ୍ପତ୍ୟ ଜୀବନ ମଧୁର ହେବ। [1192,1095,1465,1126]
story-anshughat-cont: ଅଧିକାଂଶ ମୃତ୍ୟୁ ଅଂଶୁଘାତ ଯୋଗୁ ହୋଇଥିବା ନେଇ ପ୍ରାଥମିକ ତଦନ୍ତରେ ଜଣାପଡ଼ିଛି। ରାଜ୍ୟରେ ଏପର୍ଯ୍ୟନ୍ତ ଅଂଶୁଘାତ ଯୋଗୁ ବହୁ ଲୋକଙ୍କ ମୃତ୍ୟୁ ଘଟିଥିବା ସନ୍ଦେହ କରାଯାଉଛି। ସ୍ୱାସ୍ଥ୍ୟ ବିଭାଗ ପକ୍ଷରୁ ଏନେଇ ସତର୍କତା ଜାରି କରାଯାଇଛି। [448,1041,658,1140]
rashi-entry [1124,1231,1469,1374]
column-divider [222,190,223,1020]
event-city-heading: ରାଉରକେଲା [668,523,754,545]
event-city-heading: ପୁରୀ [8,650,41,672]
event-item: • ସାଲେପାଲି କୃଷି ମେଳା ଆୟୋଜନ, ସ୍ଥାନ: ଜିଲା କୃଷି ଭବନ, ସମୟ: ସକାଳ ୭ଟା। [448,713,658,747]
rashi-text: ପୁରୁଣା ବନ୍ଧୁଙ୍କ ସହ ସାକ୍ଷାତ ହେବ। ବ୍ୟବସାୟରେ ନୂଆ ଯୋଜନା କରିବେ। ଆର୍ଥିକ ଲାଭର ସମ୍ଭାବନା ଅଛି। ଯାତ୍ରା ଶୁଭ ହେବ। [1192,952,1461,1000]
event-item: • ରାୟଗଡ଼ା, ବିଷମକଟକ ବିଧାନସଭା ଆସନର ଭୋଟ ଗଣତି ପାଇଁ ପ୍ରସ୍ତୁତି, ସ୍ଥାନ: ଜିଲା ପରିଷଦ ହଲ, ସମୟ: ପୂର୍ବାହ୍ନ ୧୦ଟା। [448,467,658,518]
zodiac-icon: ♎ [1129,1119,1181,1171]
rashi-sign [1124,1523,1186,1600]
event-item: • ଜଳସେଚନ ବିଭାଗ ପକ୍ଷରୁ ପ୍ରଶିକ୍ଷଣ, ସ୍ଥାନ: ମୁଖ୍ୟ ଜିଲା କୃଷି ଅଧିକାରୀଙ୍କ କାର୍ଯ୍ୟାଳୟ, ସମୟ: ସକାଳ ୧୦ଟା। [888,228,1108,279]
event-city-heading: ଗଞ୍ଜାମ [228,536,287,558]
event-item: • ଯୋଗ ଦିବସ ପ୍ରସ୍ତୁତି ସଭା, ସ୍ଥାନ: ଜିଲା ପରିଷଦ କାର୍ଯ୍ୟାଳୟ, ସମୟ: ପୂର୍ବାହ୍ନ ୧୦ଟା। [228,745,438,796]
column-divider [895,1820,896,2285]
event-item: • ଜଗନ୍ନାଥ ମନ୍ଦିରରେ ଅଷ୍ଟପ୍ରହରୀ ନାମଯଜ୍ଞ, ସ୍ଥାନ: ଗ୍ରାମ ପଞ୍ଚାୟତ, ସମୟ: ସକାଳ ୬ଟା। [888,412,1108,446]
rashi-text: କୌଣସି ଶୁଭ ସମ୍ବାଦ ପାଇବେ। ପରିବାରର ସହଯୋଗ ମିଳିବ। ବ୍ୟବସାୟରେ ଉନ୍ନତି ହେବ। ଯାତ୍ରା ସୁଖଦ ହେବ। [1192,1381,1457,1412]
rashi-sign [1124,808,1186,885]
registration-bar [1440,2312,1454,2324]
event-city-heading: ଅନୁଗୋଳ [888,554,959,576]
rashifal-list [1124,230,1469,2290]
cyan-dot-icon [1228,2312,1239,2323]
event-city-heading: ସୁନ୍ଦରଗଡ଼ [668,642,738,664]
event-item: • ଭାରତୀୟ ଯୁବ କଂଗ୍ରେସ ପକ୍ଷରୁ ସମାବେଶ, ସ୍ଥାନ: କଲେଜ ଛକ, ସମୟ: ପୂର୍ବାହ୍ନ ୧୧ଟା। [8,556,218,590]
magenta-dot-icon [709,2312,720,2323]
event-item: • ଭଗବାନ ନୃସିଂହ ମନ୍ଦିରରେ ପୂଜା, ସ୍ଥାନ: ନୟାଗଡ଼ ରୋଡ଼, ସମୟ: ସନ୍ଧ୍ୟା ୬ଟା। [228,377,438,411]
yellow-dot-icon [260,2312,271,2323]
rashi-name: ସିଂହ [1124,808,1186,829]
events-column-3 [448,190,658,1025]
rashi-name: ବିଛା [1124,1237,1186,1258]
story-kalimela: କାଳିମେଲାରେ ଡାକ୍ତର ... କାଳିମେଲା ଗୋଷ୍ଠୀ ସ୍ୱାସ୍ଥ୍ୟକେନ୍ଦ୍ରରେ ଡାକ୍ତର ଅଭାବ ଯୋଗୁ ରୋଗୀମାନେ ହଇରାଣ ହେଉଛନ୍ତି। ଅଞ୍ଚଳବାସୀ ତୁରନ୍ତ ଡାକ୍ତର ନିଯୁକ୍ତି ପାଇଁ ଦାବି କରିଛନ୍ତି। ବିଧାନସଭା ଓ ଲୋକସଭା ନିର୍ବାଚନର ଭୋଟ ଗଣତି ପାଇଁ କଡ଼ା ସୁରକ୍ଷା ବ୍ୟବସ୍ଥା କରାଯାଇଛି। ୧୪୭ଟି ବିଧାନସଭା ଓ ୨୧ଟି ଲୋକସଭା ଆସନ ପାଇଁ ମତଗଣନା ମଙ୍ଗଳବାର ହେବ। ଗଣନା କେନ୍ଦ୍ରରେ ତିନିସ୍ତରୀୟ ସୁରକ୍ଷା ବଳୟ ରହିବ। [888,1046,1108,1265]
rashi-entry [1124,1660,1469,1803]
feature-headline: 'ଲାହୋର ୧୯୪୭'ରେ ପ୍ରୀତିଙ୍କ ଶୁଟିଂ ଶେଷ [290,1828,844,1926]
event-item: • ଭୋଟ ଗଣତି ପାଇଁ ନିୟୋଜିତ କର୍ମଚାରୀଙ୍କ ପ୍ରଶିକ୍ଷଣ, ସ୍ଥାନ: ଜିଲାପାଳଙ୍କ କାର୍ଯ୍ୟାଳୟ, ସମୟ: ପୂର୍ବାହ୍ନ ୧୦ଟା। [228,221,438,272]
event-item: • ଜିଲା ସ୍ତରୀୟ ସଂସ୍କୃତି ଆୟୋଜିତ ସମାରୋହ, ସମୟ: ପୂର୍ବାହ୍ନ ୧୦ଟା। [448,750,658,784]
cyan-dot-icon [723,2312,734,2323]
event-city-heading: ନୂଆପଡ଼ା [888,285,953,307]
rashi-text: ଆଜି ପୁରୁଣା ସମସ୍ୟାର ସମାଧାନ ହେବ। କାର୍ଯ୍ୟକ୍ଷେତ୍ରରେ ସମ୍ମାନ ବୃଦ୍ଧି ପାଇବ। ପରିବାରରେ ମାଙ୍ଗଳିକ କାର୍ଯ୍ୟ ହେବ। ଖର୍ଚ୍ଚ ଉପରେ ନିୟନ୍ତ୍ରଣ ରଖନ୍ତୁ। [1192,523,1462,571]
event-city-heading: ବ୍ରହ୍ମପୁର [228,417,310,439]
event-city-heading: କେନ୍ଦ୍ରାପଡ଼ା [448,196,534,218]
quote-mark-icon: ❝ [593,8,612,48]
event-item: • ପ୍ରଭୁ ଶ୍ରୀ ଜଗନ୍ନାଥଙ୍କ ସ୍ନାନ ଯାତ୍ରା ପ୍ରସ୍ତୁତି ବୈଠକ, ସମୟ: ସନ୍ଧ୍ୟା ୭ଟା। [228,496,438,530]
